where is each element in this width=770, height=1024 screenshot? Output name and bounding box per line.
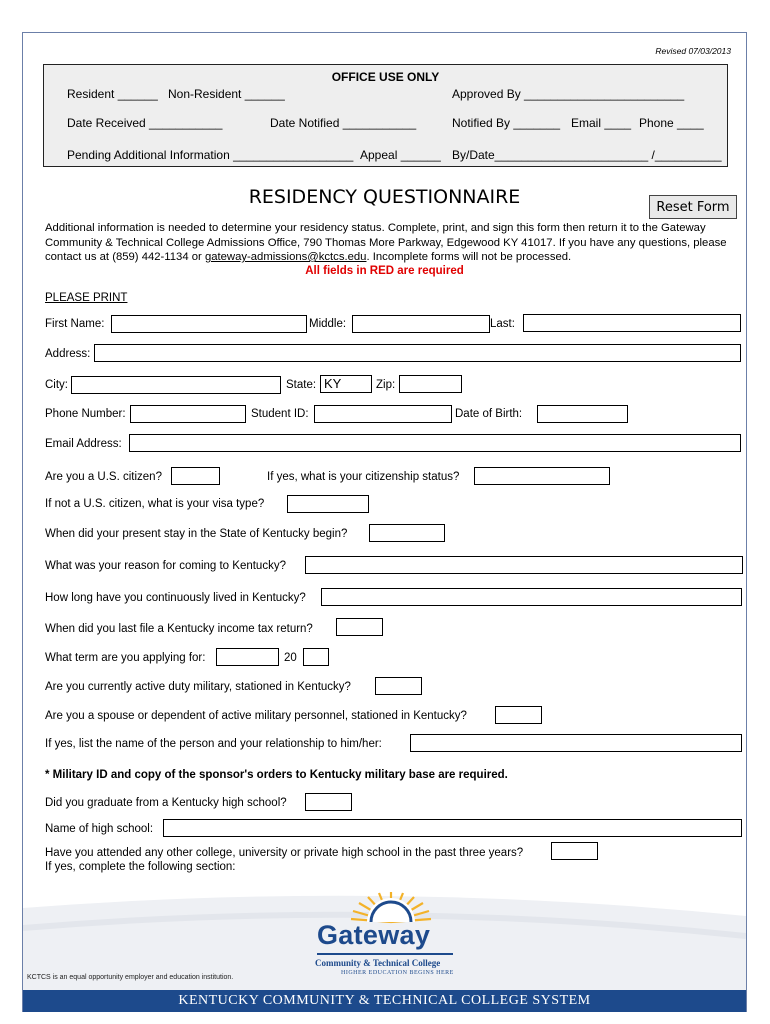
middle-name-label: Middle:: [309, 318, 347, 330]
last-name-label: Last:: [490, 318, 515, 330]
intro-paragraph: [45, 221, 735, 265]
office-resident: Resident ______: [67, 87, 158, 101]
gateway-logo-tagline: HIGHER EDUCATION BEGINS HERE: [341, 970, 454, 976]
active-duty-label: Are you currently active duty military, stationed in Kentucky?: [45, 681, 351, 693]
student-id-input[interactable]: [314, 405, 452, 423]
zip-input[interactable]: [399, 375, 462, 393]
phone-input[interactable]: [130, 405, 246, 423]
person-name-input[interactable]: [410, 734, 742, 752]
how-long-label: How long have you continuously lived in Kentucky?: [45, 592, 306, 604]
office-approved-by: Approved By ________________________: [452, 87, 685, 101]
dob-input[interactable]: [537, 405, 628, 423]
form-page: [22, 32, 747, 1012]
city-label: City:: [45, 379, 68, 391]
office-non-resident: Non-Resident ______: [168, 87, 285, 101]
footer: [23, 888, 746, 1012]
office-by-date: By/Date_______________________ /__________: [452, 148, 722, 162]
visa-label: If not a U.S. citizen, what is your visa type?: [45, 498, 265, 510]
eoe-statement: KCTCS is an equal opportunity employer and education institution.: [27, 974, 234, 981]
tax-return-label: When did you last file a Kentucky income tax return?: [45, 623, 313, 635]
term-label: What term are you applying for:: [45, 652, 206, 664]
reason-label: What was your reason for coming to Kentucky?: [45, 560, 286, 572]
dob-label: Date of Birth:: [455, 408, 523, 420]
first-name-label: First Name:: [45, 318, 105, 330]
office-use-box: [43, 64, 728, 167]
kctcs-banner: KENTUCKY COMMUNITY & TECHNICAL COLLEGE SYSTEM: [23, 990, 746, 1012]
ky-grad-input[interactable]: [305, 793, 352, 811]
phone-label: Phone Number:: [45, 408, 126, 420]
required-note: All fields in RED are required: [305, 265, 464, 277]
office-date-received: Date Received ___________: [67, 116, 223, 130]
state-label: State:: [286, 379, 317, 391]
hs-name-input[interactable]: [163, 819, 742, 837]
office-phone: Phone ____: [639, 116, 704, 130]
visa-input[interactable]: [287, 495, 369, 513]
reset-form-button[interactable]: Reset Form: [649, 195, 737, 219]
page-title: RESIDENCY QUESTIONNAIRE: [248, 186, 521, 208]
address-input[interactable]: [94, 344, 741, 362]
citizenship-status-label: If yes, what is your citizenship status?: [267, 471, 460, 483]
person-name-label: If yes, list the name of the person and your relationship to him/her:: [45, 738, 382, 750]
first-name-input[interactable]: [111, 315, 307, 333]
student-id-label: Student ID:: [251, 408, 309, 420]
intro-text-end: . Incomplete forms will not be processed.: [366, 251, 572, 263]
office-email: Email ____: [571, 116, 632, 130]
logo-divider: [317, 953, 453, 955]
stay-begin-input[interactable]: [369, 524, 445, 542]
other-college-input[interactable]: [551, 842, 598, 860]
gateway-logo-word: Gateway: [317, 920, 431, 950]
citizen-input[interactable]: [171, 467, 220, 485]
stay-begin-label: When did your present stay in the State of Kentucky begin?: [45, 528, 348, 540]
hs-name-label: Name of high school:: [45, 823, 154, 835]
citizen-label: Are you a U.S. citizen?: [45, 471, 162, 483]
state-input[interactable]: KY: [320, 375, 372, 393]
office-notified-by: Notified By _______: [452, 116, 561, 130]
military-note: * Military ID and copy of the sponsor's orders to Kentucky military base are required.: [45, 769, 508, 781]
office-appeal: Appeal ______: [360, 148, 441, 162]
office-use-title: OFFICE USE ONLY: [331, 70, 440, 84]
address-label: Address:: [45, 348, 91, 360]
intro-text: Additional information is needed to determine your residency status. Complete, print, and sign this form then return it to the Gateway Community & Technical College Admissions Office, 790 Thomas More Parkway, Edgewood KY 41017. If you have any questions, please contact us at (859) 442-1134 or: [45, 222, 727, 263]
city-input[interactable]: [71, 376, 281, 394]
spouse-label: Are you a spouse or dependent of active military personnel, stationed in Kentucky?: [45, 710, 467, 722]
spouse-input[interactable]: [495, 706, 542, 724]
term-input[interactable]: [216, 648, 279, 666]
how-long-input[interactable]: [321, 588, 742, 606]
middle-name-input[interactable]: [352, 315, 490, 333]
email-label: Email Address:: [45, 438, 122, 450]
year-prefix-label: 20: [284, 652, 297, 664]
admissions-email-link[interactable]: gateway-admissions@kctcs.edu: [204, 251, 367, 263]
tax-return-input[interactable]: [336, 618, 383, 636]
office-pending: Pending Additional Information __________________: [67, 148, 354, 162]
citizenship-status-input[interactable]: [474, 467, 610, 485]
gateway-logo-subtitle: Community & Technical College: [315, 958, 441, 968]
term-year-input[interactable]: [303, 648, 329, 666]
last-name-input[interactable]: [523, 314, 741, 332]
ky-grad-label: Did you graduate from a Kentucky high school?: [45, 797, 287, 809]
active-duty-input[interactable]: [375, 677, 422, 695]
complete-section-label: If yes, complete the following section:: [45, 861, 236, 873]
other-college-label: Have you attended any other college, university or private high school in the past three years?: [45, 847, 524, 859]
reason-input[interactable]: [305, 556, 743, 574]
zip-label: Zip:: [376, 379, 396, 391]
please-print-heading: PLEASE PRINT: [45, 292, 128, 304]
revised-date: Revised 07/03/2013: [655, 46, 731, 56]
email-input[interactable]: [129, 434, 741, 452]
office-date-notified: Date Notified ___________: [270, 116, 417, 130]
